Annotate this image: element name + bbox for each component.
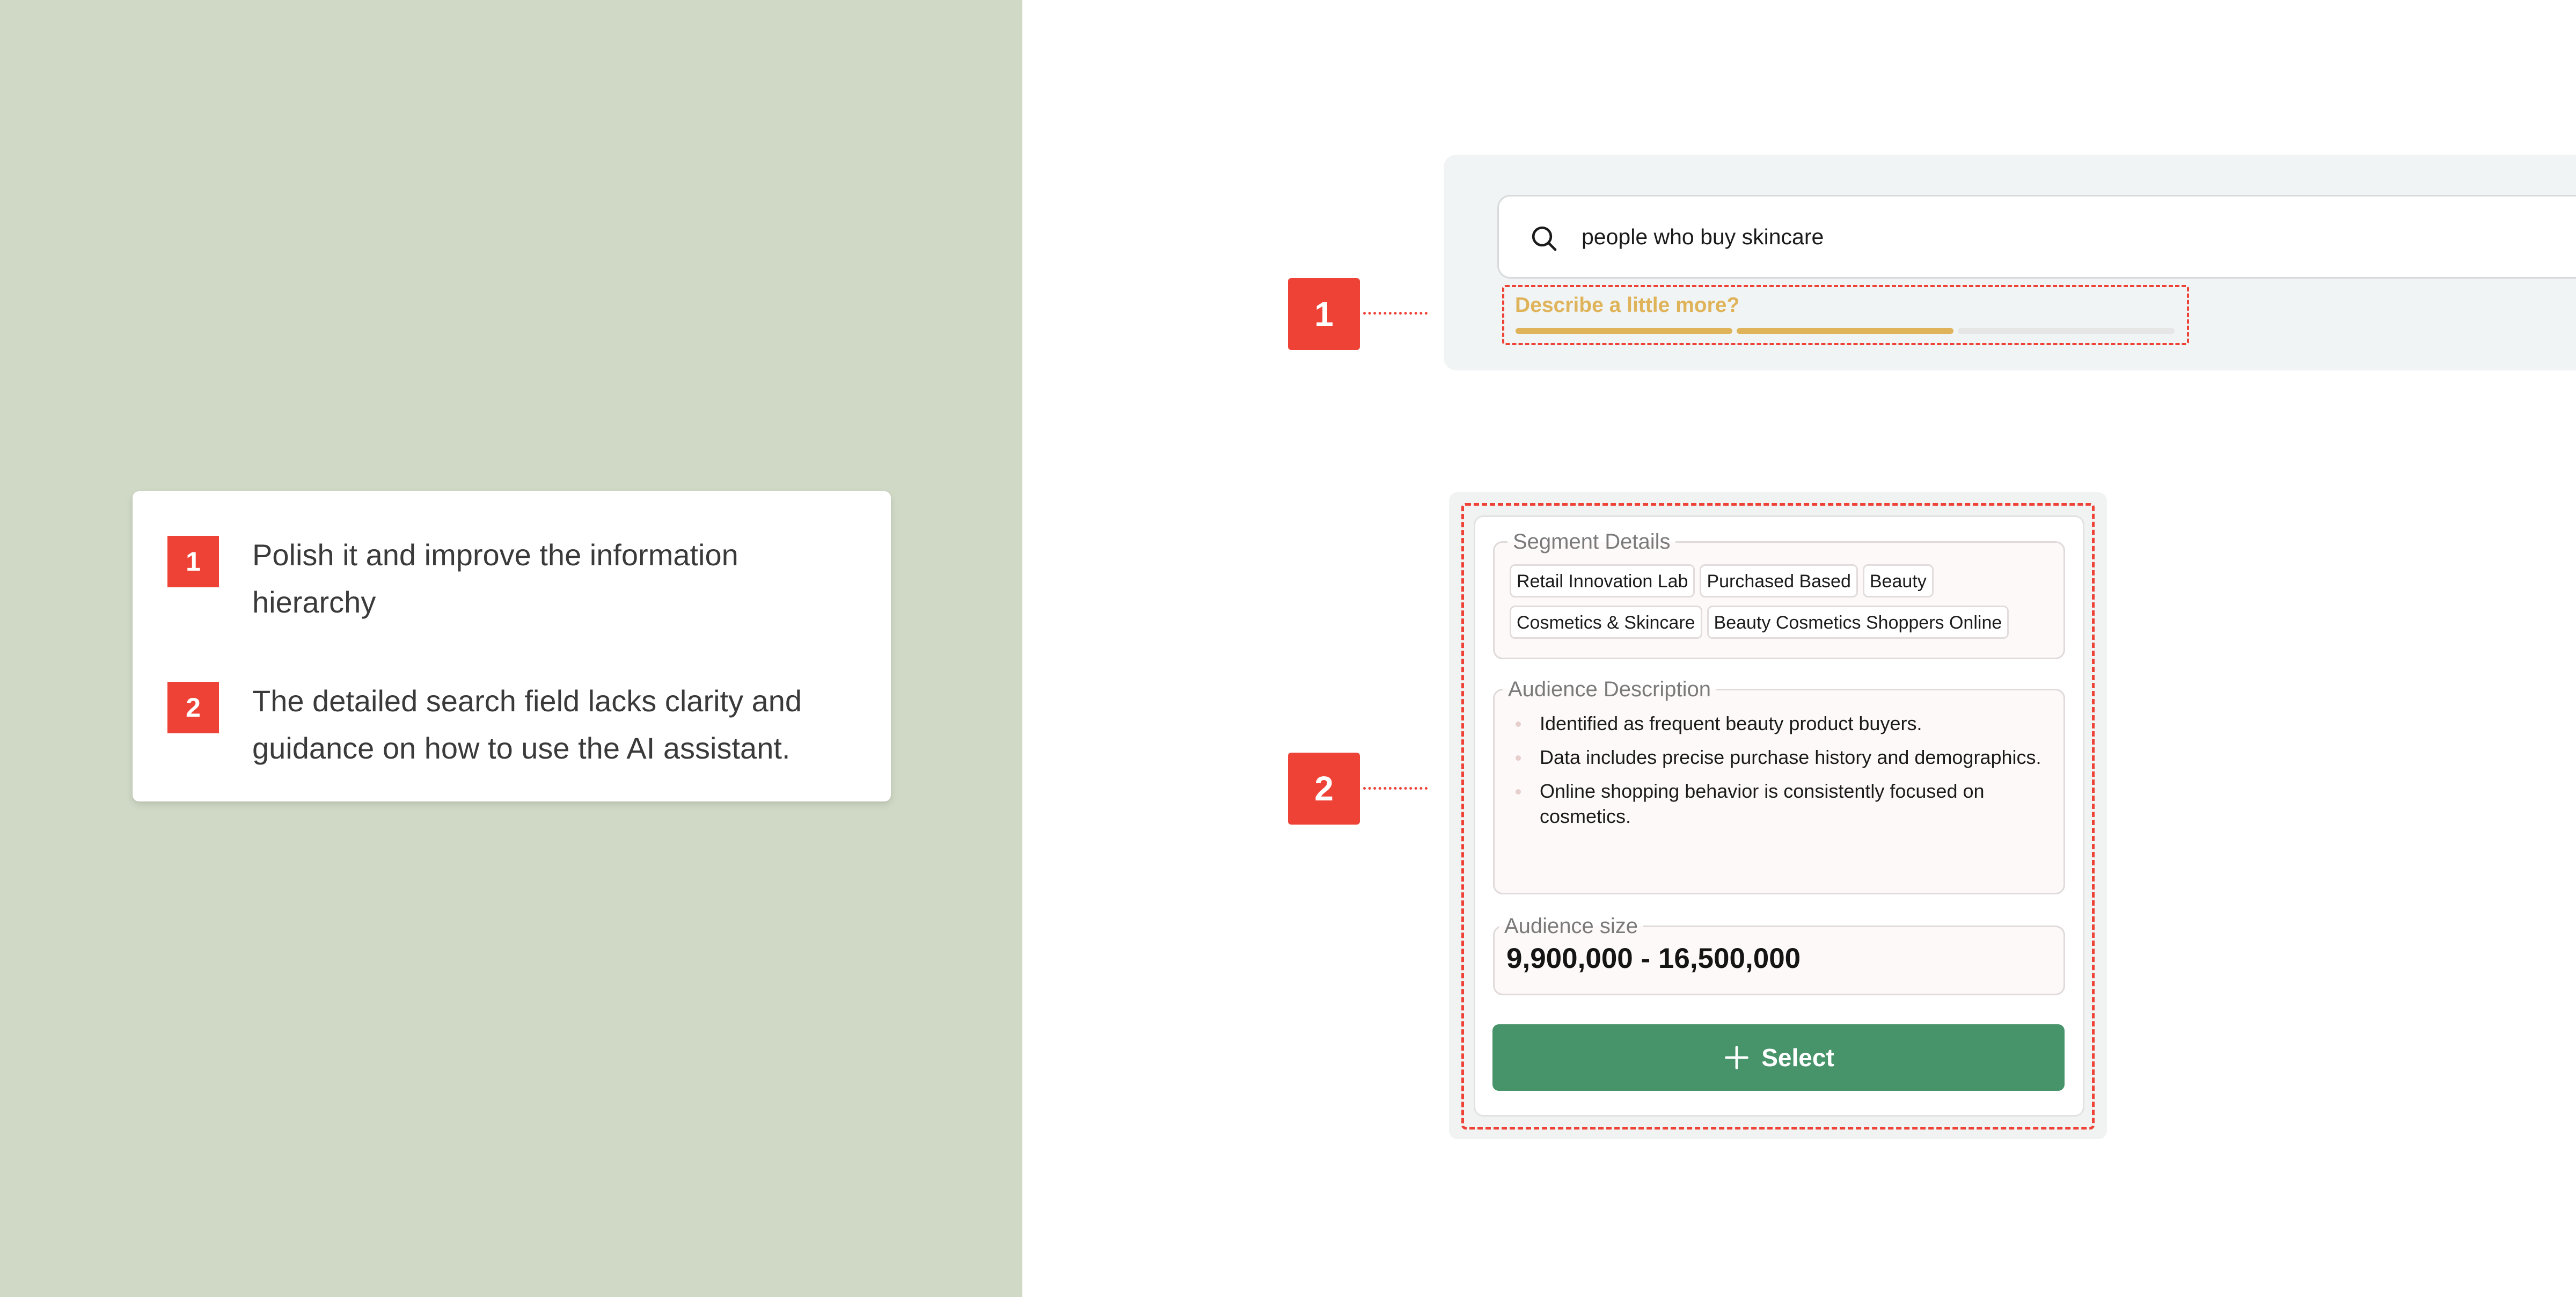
section-label: Audience Description: [1503, 676, 1716, 702]
note-2: [167, 677, 843, 772]
search-query-text: people who buy skincare: [1582, 224, 1824, 249]
audience-size-value: 9,900,000 - 16,500,000: [1506, 943, 1801, 974]
note-text: The detailed search field lacks clarity and guidance on how to use the AI assistant.: [252, 684, 802, 765]
callout-connector-2: [1363, 787, 1428, 790]
select-button[interactable]: [1492, 1024, 2065, 1091]
callout-badge-1: 1: [1288, 278, 1360, 350]
note-text: Polish it and improve the information hierarchy: [252, 538, 738, 619]
describe-more-prompt: [1502, 285, 2189, 345]
segment-panel: [1449, 492, 2107, 1139]
describe-more-label: Describe a little more?: [1515, 294, 1740, 317]
section-label: Audience size: [1499, 913, 1643, 939]
search-panel: [1444, 155, 2576, 370]
callout-badge-2: 2: [1288, 753, 1360, 825]
query-strength-meter: [1516, 328, 2175, 334]
segment-details-section: [1493, 530, 2065, 659]
search-input[interactable]: [1497, 195, 2576, 279]
segment-tag: Beauty Cosmetics Shoppers Online: [1707, 606, 2009, 639]
note-number-badge: 1: [167, 536, 219, 587]
strength-segment: [1737, 328, 1953, 334]
left-panel: [0, 0, 1022, 1297]
segment-card: [1474, 515, 2084, 1117]
strength-segment: [1516, 328, 1732, 334]
note-1: [167, 531, 843, 626]
description-item: Data includes precise purchase history and demographics.: [1513, 745, 2055, 770]
segment-tag: Purchased Based: [1700, 564, 1857, 598]
strength-segment: [1958, 328, 2175, 334]
plus-icon: [1723, 1044, 1751, 1072]
description-item: Online shopping behavior is consistently focused on cosmetics.: [1513, 778, 2055, 829]
segment-tag: Beauty: [1863, 564, 1934, 598]
search-icon: [1529, 223, 1559, 253]
section-label: Segment Details: [1507, 529, 1675, 555]
notes-card: [133, 491, 891, 801]
segment-tag: Retail Innovation Lab: [1510, 564, 1695, 598]
callout-connector-1: [1363, 312, 1428, 315]
segment-tag: Cosmetics & Skincare: [1510, 606, 1702, 639]
tag-list: [1510, 564, 2062, 647]
description-item: Identified as frequent beauty product buyers.: [1513, 711, 2055, 736]
note-number-badge: 2: [167, 682, 219, 733]
description-list: [1513, 711, 2055, 837]
select-button-label: Select: [1761, 1044, 1834, 1072]
audience-description-section: [1493, 677, 2065, 894]
audience-size-section: [1493, 914, 2065, 995]
